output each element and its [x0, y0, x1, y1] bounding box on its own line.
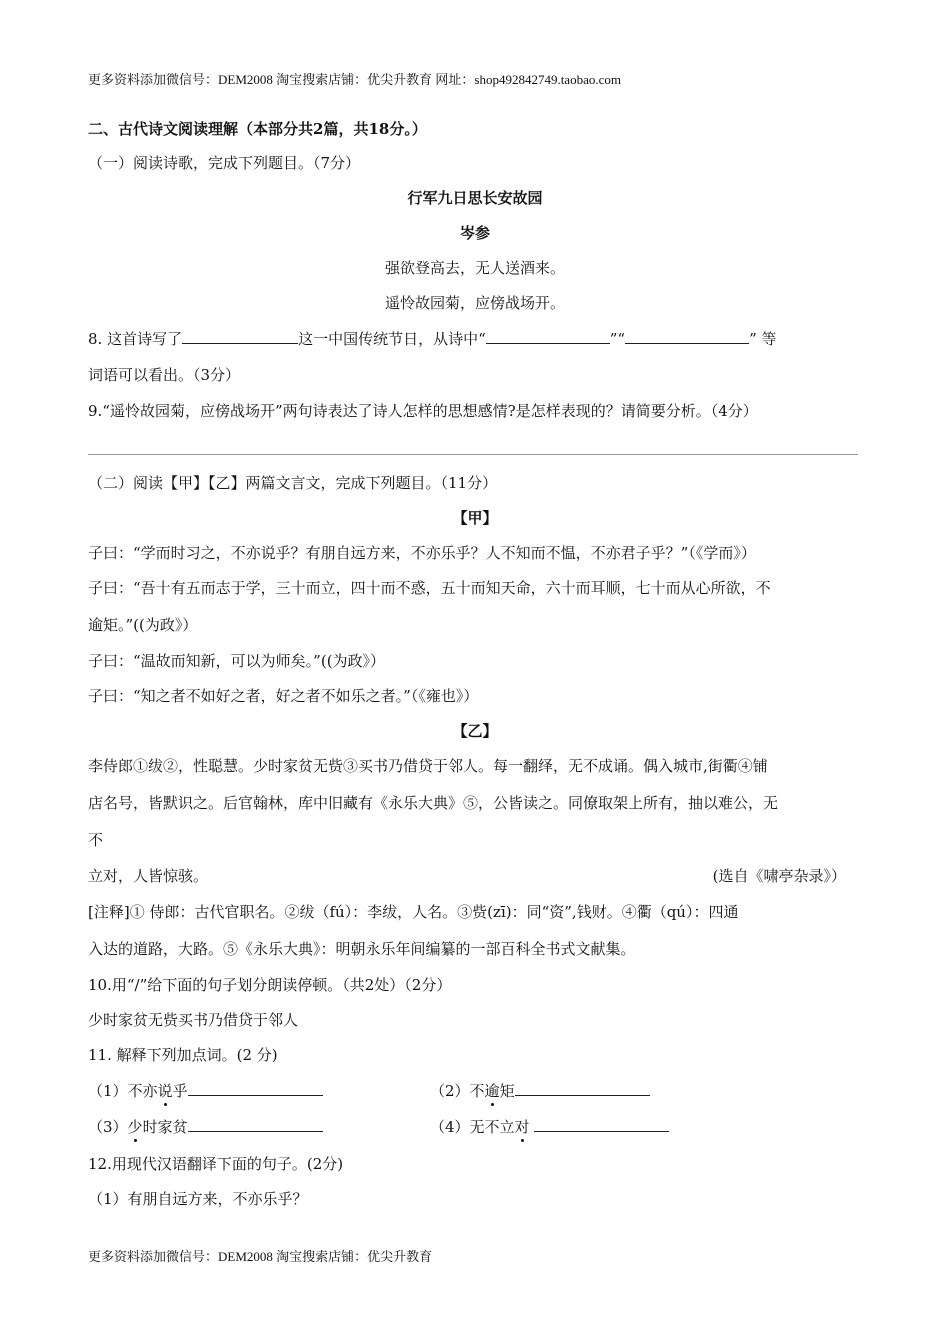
dotted-word: 逾	[484, 1082, 500, 1100]
dotted-word: 对	[514, 1118, 530, 1136]
yi-title: 【乙】	[452, 722, 498, 740]
question-8-cont: 词语可以看出。（3分）	[88, 366, 241, 384]
yi-line-1: 李侍郎①绂②，性聪慧。少时家贫无赀③买书乃借贷于邻人。每一翻绎，无不成诵。偶入城市,街衢④铺	[88, 757, 768, 775]
notes-line-1: [注释]① 侍郎：古代官职名。②绂（fú）：李绂，人名。③赀(zī)：同“资”,钱财。④衢（qú）：四通	[88, 903, 739, 921]
q11-item-4: （4）无不立对	[430, 1116, 669, 1137]
q11-blank-4[interactable]	[534, 1116, 669, 1132]
yi-line-4: 立对，人皆惊骇。	[88, 867, 209, 885]
jia-line-4: 子曰：“知之者不如好之者，好之者不如乐之者。”（《雍也》）	[88, 687, 479, 705]
part2-instruction: （二）阅读【甲】【乙】两篇文言文，完成下列题目。（11分）	[88, 474, 498, 492]
q11-blank-2[interactable]	[515, 1080, 650, 1096]
q11-item-2: （2）不逾矩	[430, 1080, 650, 1101]
question-8	[88, 328, 777, 349]
q8-text-c: ”“	[609, 330, 626, 348]
notes-line-2: 入达的道路，大路。⑤《永乐大典》：明朝永乐年间编纂的一部百科全书式文献集。	[88, 940, 636, 958]
part1-instruction: （一）阅读诗歌，完成下列题目。（7分）	[88, 154, 361, 172]
q8-text-b: 这一中国传统节日，从诗中“	[298, 330, 486, 348]
jia-line-2: 子曰：“吾十有五而志于学，三十而立，四十而不惑，五十而知天命，六十而耳顺，七十而从心所欲，不	[88, 579, 771, 597]
q8-blank-word-1[interactable]	[486, 328, 610, 344]
jia-line-2-cont: 逾矩。”((为政》）	[88, 616, 198, 634]
question-12: 12.用现代汉语翻译下面的句子。(2分)	[88, 1155, 344, 1173]
poem-title: 行军九日思长安故园	[407, 189, 543, 207]
page-header: 更多资料添加微信号：DEM2008 淘宝搜索店铺：优尖升教育 网址：shop492842749.taobao.com	[88, 72, 621, 87]
q11-item-3: （3）少时家贫	[88, 1116, 323, 1137]
q8-blank-festival[interactable]	[182, 328, 298, 344]
dotted-word: 说	[157, 1082, 173, 1100]
yi-source: (选自《啸亭杂录》）	[712, 867, 846, 885]
q11-item-1: （1）不亦说乎	[88, 1080, 323, 1101]
question-10: 10.用“/”给下面的句子划分朗读停顿。（共2处）（2分）	[88, 976, 452, 994]
poem-author: 岑参	[459, 224, 490, 242]
page-footer: 更多资料添加微信号：DEM2008 淘宝搜索店铺：优尖升教育	[88, 1249, 433, 1264]
q8-text-a: 8. 这首诗写了	[88, 330, 183, 348]
q11-blank-3[interactable]	[188, 1116, 323, 1132]
q8-text-d: ” 等	[749, 330, 777, 348]
q11-blank-1[interactable]	[188, 1080, 323, 1096]
question-11: 11. 解释下列加点词。(2 分)	[88, 1046, 278, 1064]
q8-blank-word-2[interactable]	[625, 328, 749, 344]
question-9: 9.“遥怜故园菊，应傍战场开”两句诗表达了诗人怎样的思想感情?是怎样表现的？请简要分析。（4分）	[88, 402, 758, 420]
poem-line-1: 强欲登高去，无人送酒来。	[384, 259, 565, 277]
section-title: 二、古代诗文阅读理解（本部分共2篇，共18分。）	[88, 120, 427, 138]
yi-line-2: 店名号，皆默识之。后官翰林，库中旧藏有《永乐大典》⑤，公皆读之。同僚取架上所有，抽以难公，无	[88, 794, 779, 812]
jia-line-3: 子曰：“温故而知新，可以为师矣。”((为政》）	[88, 652, 386, 670]
poem-line-2: 遥怜故园菊，应傍战场开。	[384, 294, 565, 312]
question-10-sentence: 少时家贫无赀买书乃借贷于邻人	[88, 1011, 299, 1029]
yi-line-3: 不	[88, 831, 104, 849]
jia-line-1: 子曰：“学而时习之，不亦说乎？有朋自远方来，不亦乐乎？人不知而不愠，不亦君子乎？”（《学而》）	[88, 544, 756, 562]
q12-item-1: （1）有朋自远方来，不亦乐乎？	[88, 1190, 308, 1208]
answer-line[interactable]	[88, 454, 858, 455]
jia-title: 【甲】	[452, 509, 498, 527]
dotted-word: 少	[127, 1118, 143, 1136]
